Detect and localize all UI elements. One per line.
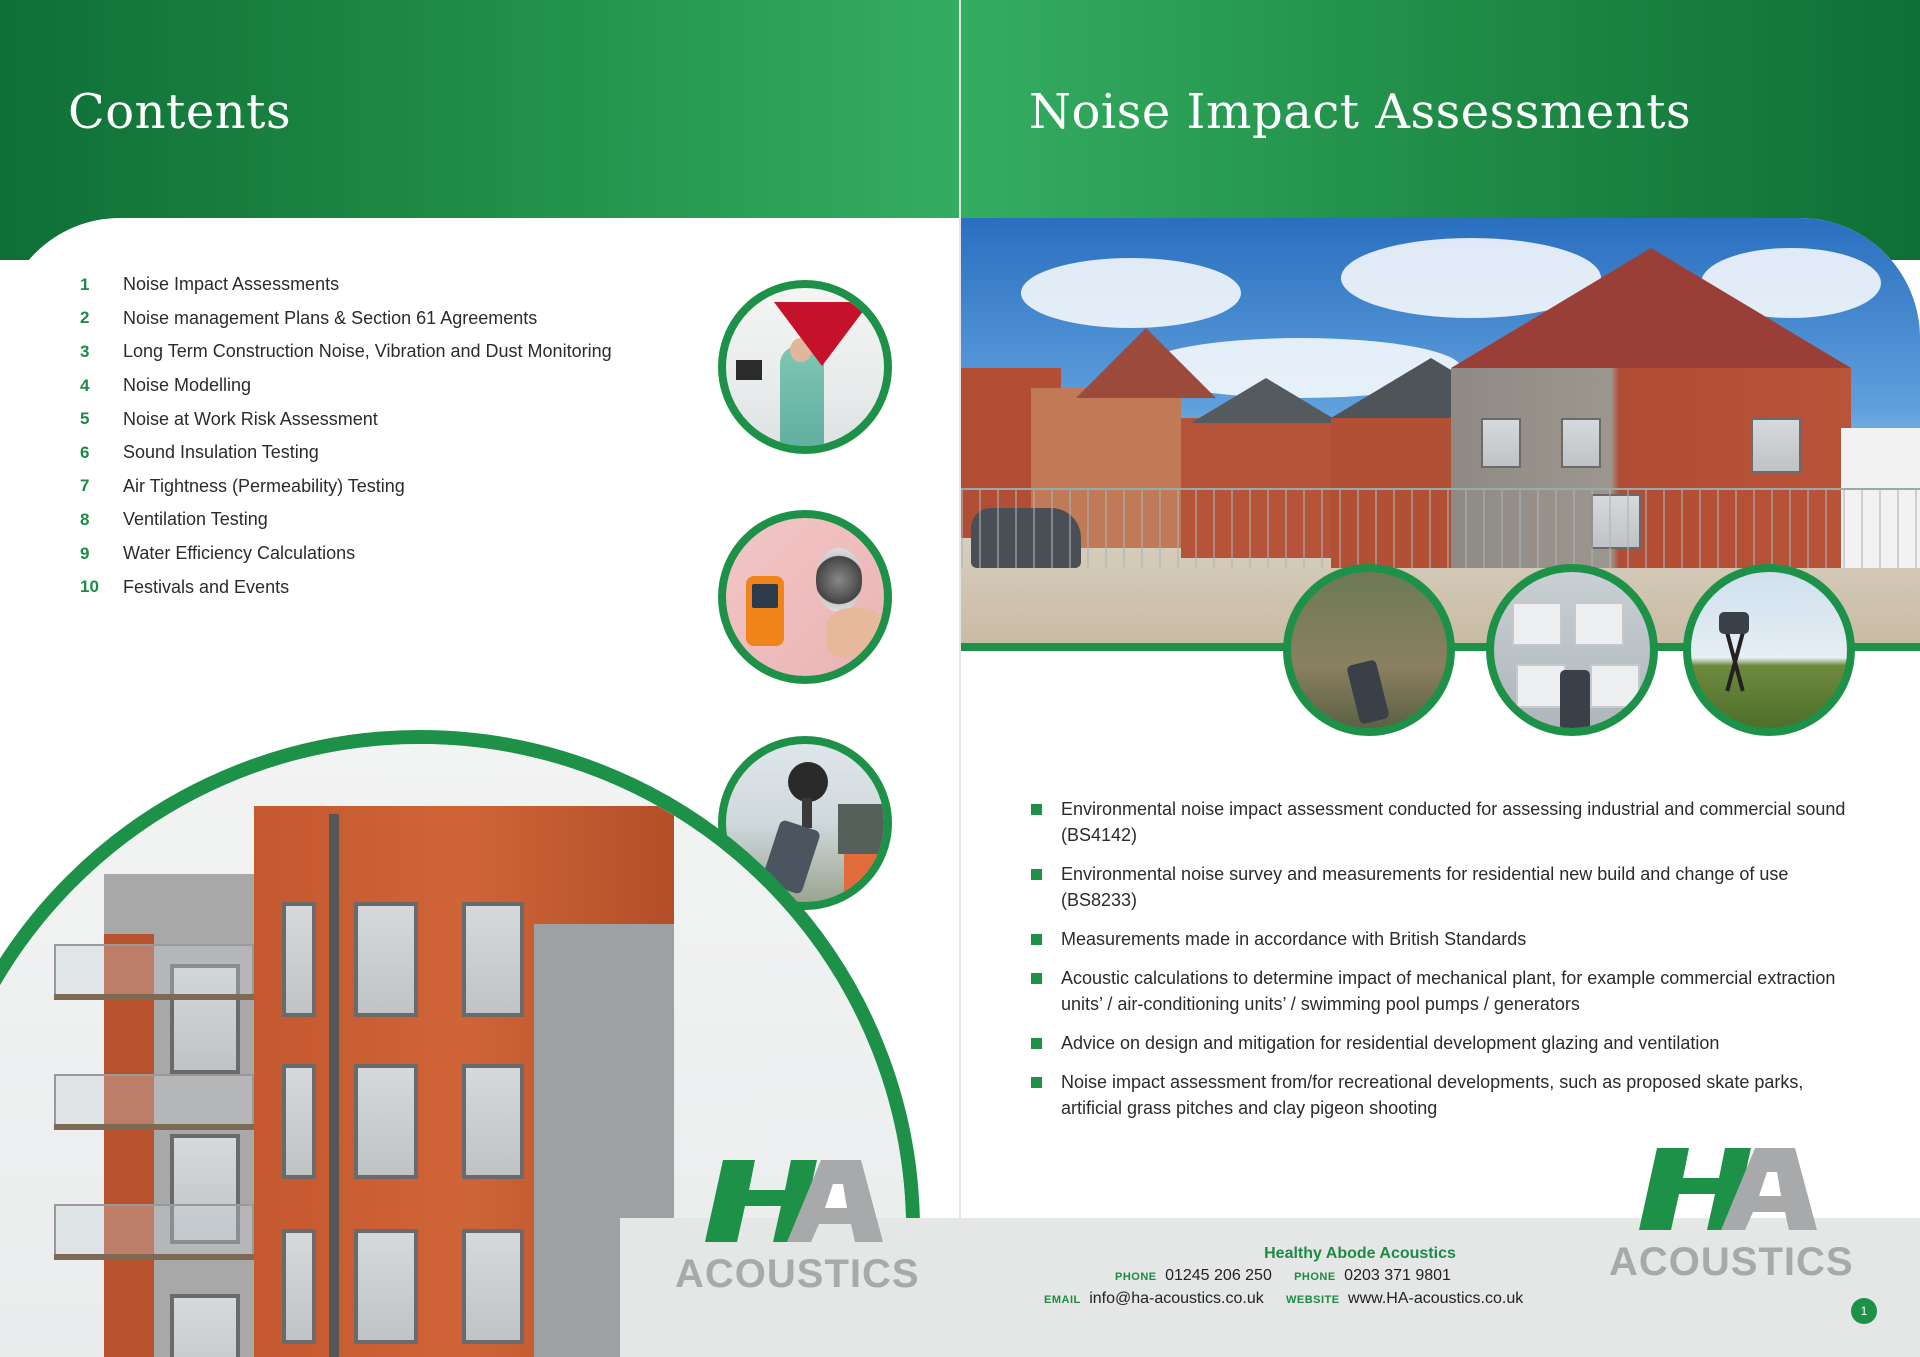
website-link[interactable]: www.HA-acoustics.co.uk	[1348, 1290, 1524, 1307]
contents-number: 8	[80, 509, 90, 529]
bullet-item: Measurements made in accordance with British Standards	[1031, 926, 1861, 952]
ac-unit	[1516, 664, 1566, 708]
ha-acoustics-logo	[1609, 1148, 1854, 1288]
window	[462, 902, 524, 1017]
bullet-item: Noise impact assessment from/for recreational developments, such as proposed skate parks, artificial grass pitches and clay pigeon shooting	[1031, 1069, 1861, 1121]
logo-wordmark: ACOUSTICS	[675, 1252, 920, 1296]
contents-number: 5	[80, 409, 90, 429]
window	[1561, 418, 1601, 468]
field-meter-photo	[1283, 564, 1455, 736]
meter-device	[1346, 659, 1390, 724]
phone-label: PHONE	[1294, 1271, 1336, 1283]
contents-number: 10	[80, 577, 99, 597]
air-conditioning-units-photo	[1486, 564, 1658, 736]
page-title: Contents	[68, 84, 292, 140]
balcony	[54, 1124, 254, 1130]
bullet-item: Advice on design and mitigation for residential development glazing and ventilation	[1031, 1030, 1861, 1056]
ha-logo-mark	[1627, 1148, 1827, 1230]
contents-number: 7	[80, 476, 90, 496]
cloud	[1021, 258, 1241, 328]
contents-label: Air Tightness (Permeability) Testing	[123, 475, 405, 496]
balcony-railing	[54, 944, 254, 994]
contents-label: Ventilation Testing	[123, 509, 268, 530]
contents-item[interactable]	[80, 402, 612, 436]
contents-number: 1	[80, 274, 90, 294]
hand-shape	[826, 608, 886, 658]
window	[1481, 418, 1521, 468]
ha-acoustics-logo	[675, 1160, 920, 1300]
meter-device	[1719, 612, 1749, 634]
contents-number: 4	[80, 375, 90, 395]
service-bullets	[1031, 796, 1861, 1134]
contents-item[interactable]	[80, 470, 612, 504]
main-roof	[1451, 248, 1851, 368]
bullet-item: Environmental noise survey and measurements for residential new build and change of use (BS8233)	[1031, 861, 1861, 913]
contents-item[interactable]	[80, 436, 612, 470]
contents-label: Festivals and Events	[123, 576, 290, 597]
contents-label: Water Efficiency Calculations	[123, 543, 356, 564]
window	[282, 902, 316, 1017]
page-number-badge: 1	[1851, 1298, 1877, 1324]
heras-fencing	[961, 488, 1920, 568]
bullet-item: Acoustic calculations to determine impact of mechanical plant, for example commercial extraction units’ / air-conditioning units’ / swimming pool pumps / generators	[1031, 965, 1861, 1017]
email-website-line	[1044, 1290, 1523, 1308]
window	[1751, 418, 1801, 473]
meter-device	[746, 576, 784, 646]
window	[354, 1064, 418, 1179]
contents-label: Noise Impact Assessments	[123, 274, 340, 295]
contents-item[interactable]	[80, 335, 612, 369]
balcony	[54, 994, 254, 1000]
window	[462, 1064, 524, 1179]
contents-number: 6	[80, 442, 90, 462]
noise-impact-page	[961, 0, 1920, 1357]
drain-pipe	[329, 814, 339, 1357]
window	[354, 902, 418, 1017]
balcony-railing	[54, 1204, 254, 1254]
window	[462, 1229, 524, 1344]
contents-label: Noise Modelling	[123, 375, 252, 396]
company-name: Healthy Abode Acoustics	[1264, 1245, 1456, 1262]
contents-item[interactable]	[80, 369, 612, 403]
phone-label: PHONE	[1115, 1271, 1157, 1283]
email-label: EMAIL	[1044, 1294, 1081, 1306]
contents-list	[80, 268, 612, 604]
ha-logo-mark	[693, 1160, 893, 1242]
window	[282, 1229, 316, 1344]
meter-device	[1560, 670, 1590, 730]
phone-number-1[interactable]: 01245 206 250	[1165, 1267, 1272, 1284]
window	[170, 1294, 240, 1357]
contents-label: Long Term Construction Noise, Vibration and Dust Monitoring	[123, 341, 612, 362]
email-link[interactable]: info@ha-acoustics.co.uk	[1089, 1290, 1264, 1307]
contents-item[interactable]	[80, 537, 612, 571]
contents-number: 9	[80, 543, 90, 563]
flow-hood-shape	[774, 302, 870, 366]
window	[354, 1229, 418, 1344]
screen-shape	[736, 360, 762, 380]
page-title: Noise Impact Assessments	[1029, 84, 1692, 140]
contents-item[interactable]	[80, 570, 612, 604]
ac-unit	[1512, 602, 1562, 646]
contents-item[interactable]	[80, 302, 612, 336]
phone-line	[1115, 1267, 1451, 1285]
tripod-monitoring-photo	[1683, 564, 1855, 736]
vent-grille	[816, 548, 862, 612]
logo-wordmark: ACOUSTICS	[1609, 1240, 1854, 1284]
roof	[1191, 378, 1341, 423]
contents-item[interactable]	[80, 268, 612, 302]
phone-number-2[interactable]: 0203 371 9801	[1344, 1267, 1451, 1284]
contents-item[interactable]	[80, 503, 612, 537]
contents-label: Noise at Work Risk Assessment	[123, 408, 378, 429]
ventilation-test-photo	[718, 280, 892, 454]
balcony	[54, 1254, 254, 1260]
contents-label: Sound Insulation Testing	[123, 442, 319, 463]
air-flow-meter-photo	[718, 510, 892, 684]
ac-unit	[1590, 664, 1640, 708]
contents-page	[0, 0, 959, 1357]
ac-unit	[1574, 602, 1624, 646]
contents-label: Noise management Plans & Section 61 Agreements	[123, 307, 538, 328]
bullet-item: Environmental noise impact assessment conducted for assessing industrial and commercial sound (BS4142)	[1031, 796, 1861, 848]
window	[282, 1064, 316, 1179]
contents-number: 2	[80, 308, 90, 328]
balcony-railing	[54, 1074, 254, 1124]
website-label: WEBSITE	[1285, 1294, 1340, 1306]
contents-number: 3	[80, 341, 90, 361]
